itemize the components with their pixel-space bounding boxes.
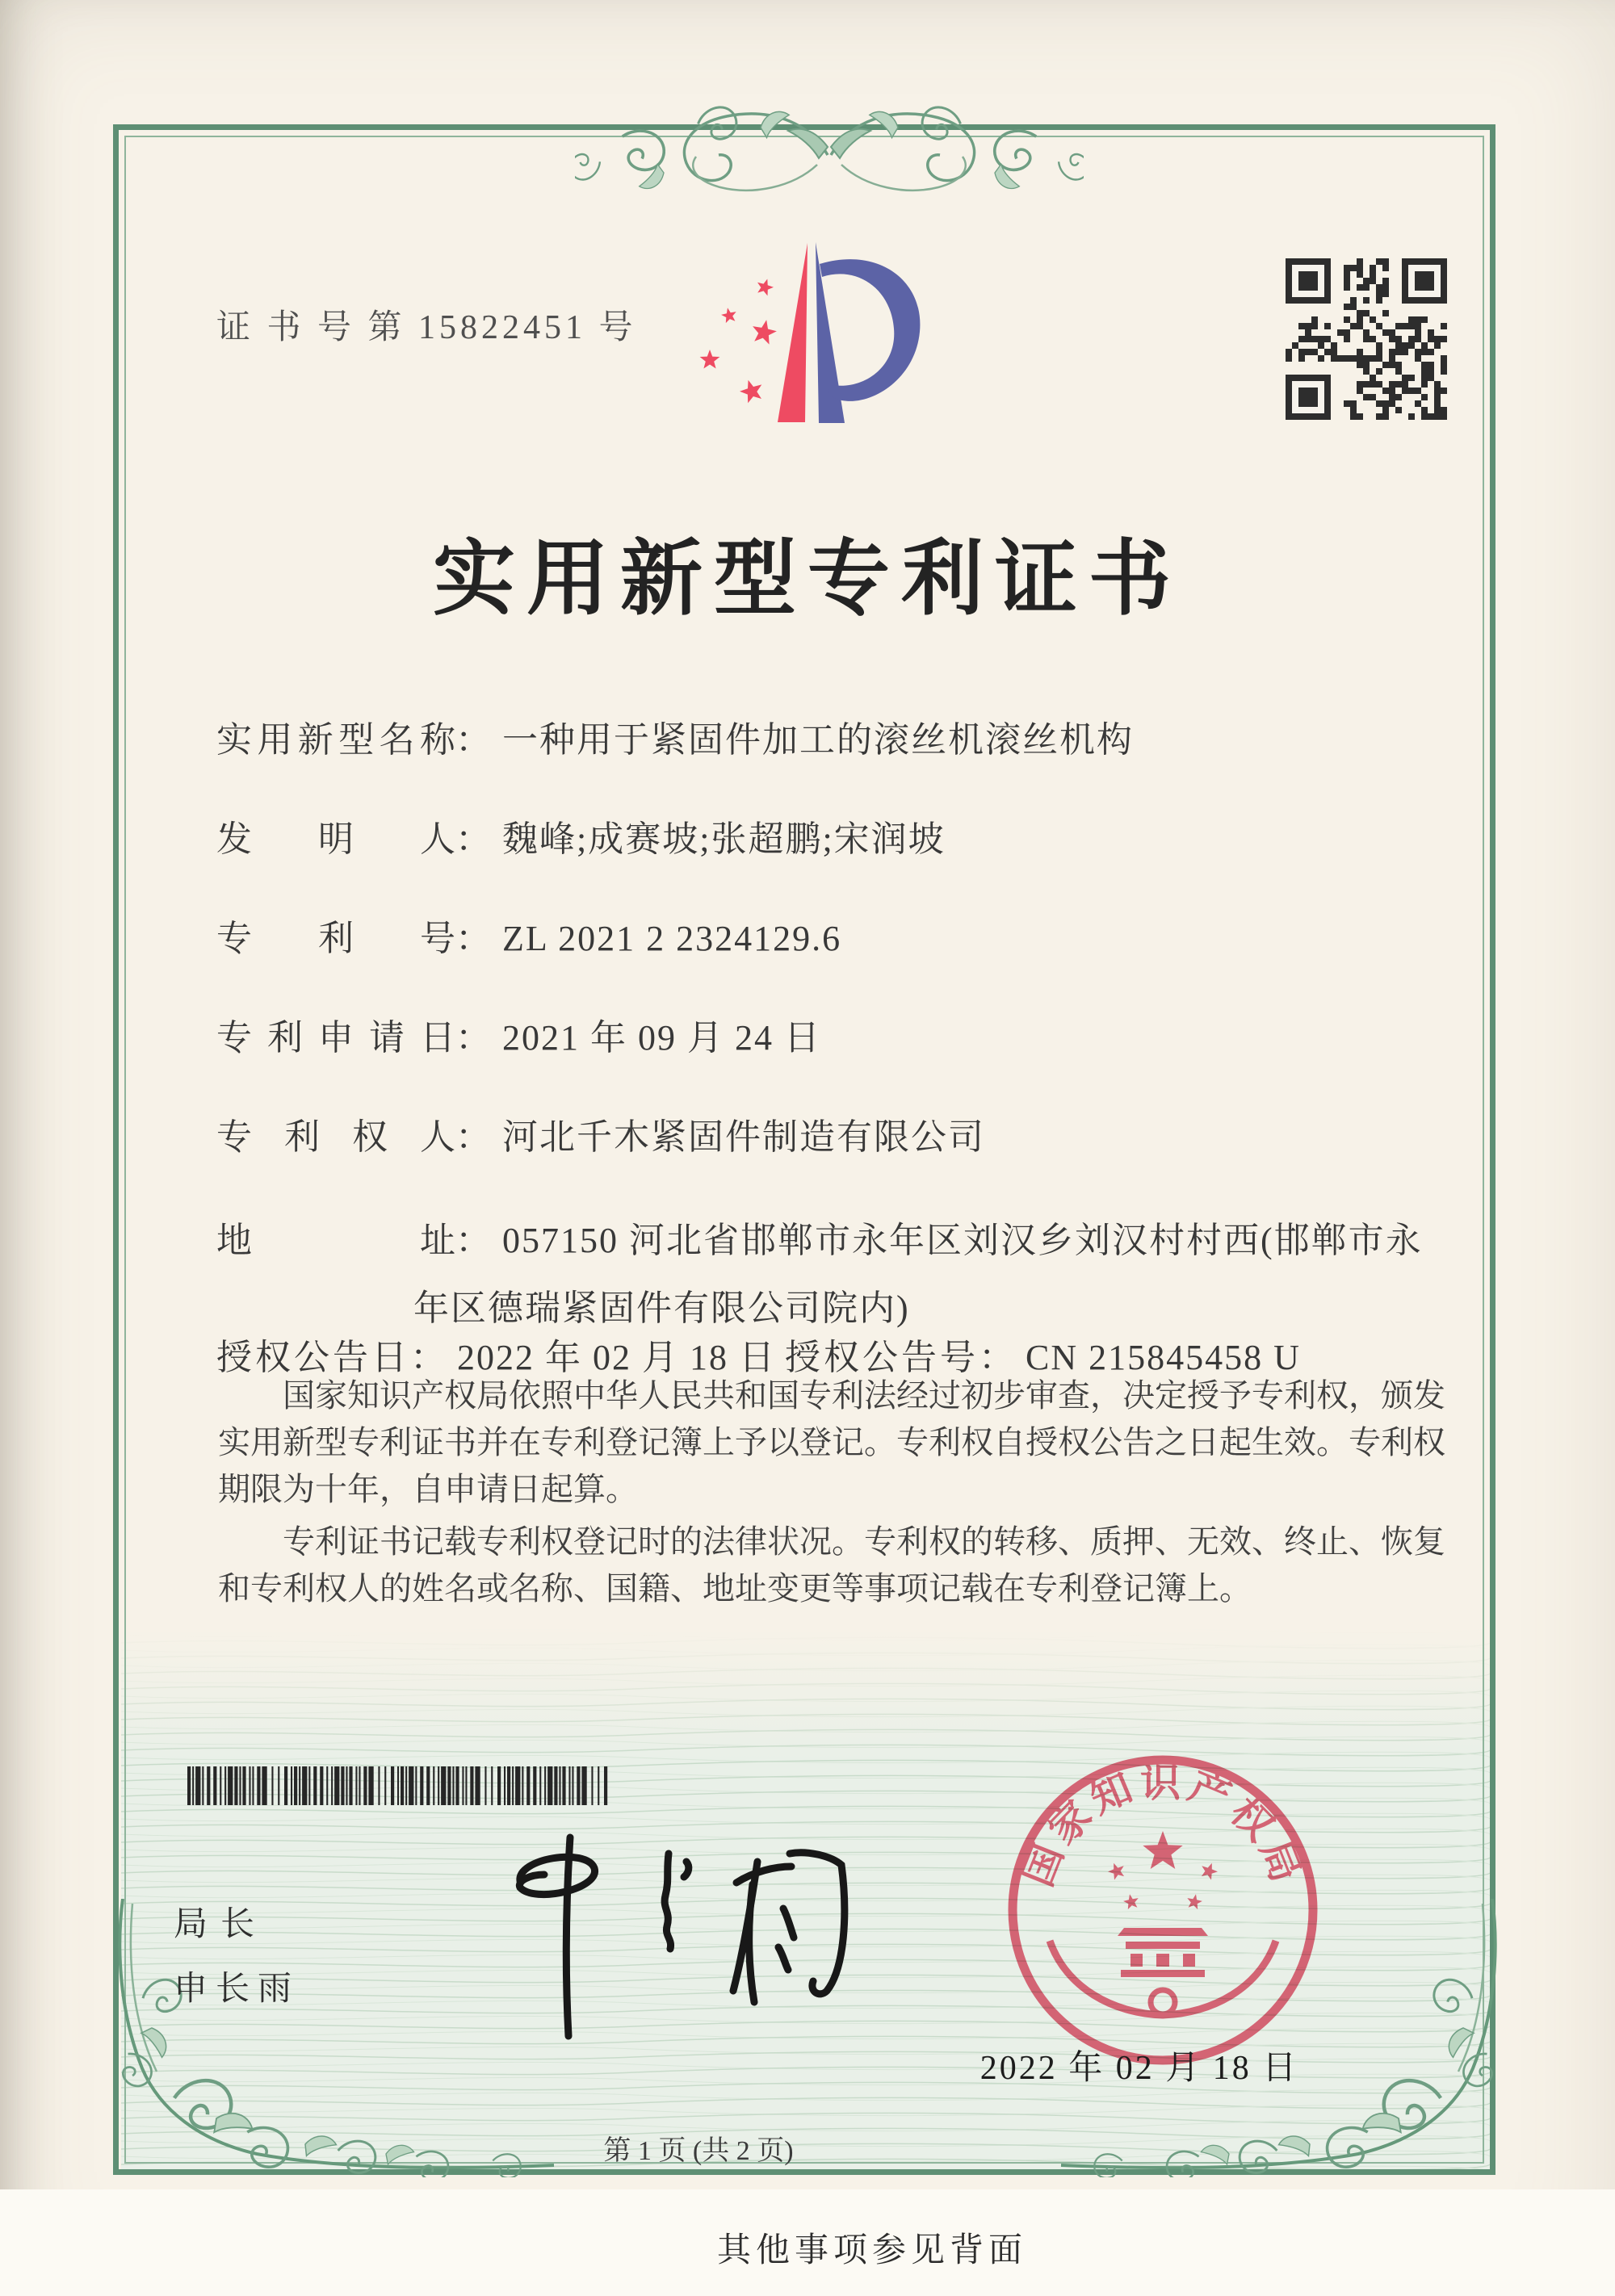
field-row-address — [216, 1211, 1423, 1330]
seal-date: 2022 年 02 月 18 日 — [979, 2050, 1299, 2087]
colon: ： — [410, 1338, 446, 1377]
national-emblem — [1050, 1831, 1276, 2015]
svg-text:国家知识产权局 — [1015, 1760, 1311, 1892]
qr-code-icon — [1286, 258, 1447, 420]
colon: ： — [455, 1221, 491, 1260]
commissioner-name: 申长雨 — [174, 1969, 300, 2007]
colon: ： — [455, 720, 491, 760]
field-value: 057150 河北省邯郸市永年区刘汉乡刘汉村村西(邯郸市永 — [502, 1221, 1423, 1260]
grant-date-value: 2022 年 02 月 18 日 — [457, 1338, 776, 1377]
legal-paragraph-2: 专利证书记载专利权登记时的法律状况。专利权的转移、质押、无效、终止、恢复和专利权人的姓名或名称、国籍、地址变更等事项记载在专利登记簿上。 — [218, 1523, 1445, 1607]
seal-ring-text: 国家知识产权局 — [1014, 1760, 1311, 1893]
field-label: 专利号 — [216, 919, 455, 958]
field-label: 专利申请日 — [216, 1018, 455, 1058]
colon: ： — [455, 1117, 491, 1157]
colon: ： — [455, 1018, 491, 1058]
handwritten-signature-icon — [467, 1831, 862, 2047]
cnipa-logo-icon — [690, 230, 933, 464]
field-row-name — [216, 710, 1134, 762]
commissioner-title: 局长 — [174, 1904, 268, 1942]
field-value: 2021 年 09 月 24 日 — [502, 1018, 821, 1058]
field-row-inventors — [216, 810, 946, 861]
field-label: 实用新型名称 — [216, 720, 455, 760]
field-row-patent-number — [216, 909, 841, 961]
field-value: 一种用于紧固件加工的滚丝机滚丝机构 — [502, 720, 1134, 760]
grant-number-label: 授权公告号 — [785, 1338, 979, 1377]
field-label: 发明人 — [216, 819, 455, 859]
field-label: 地址 — [216, 1221, 455, 1260]
colon: ： — [455, 919, 491, 958]
top-scroll-ornament — [575, 95, 1084, 216]
field-label: 专利权人 — [216, 1117, 455, 1157]
field-row-filing-date — [216, 1008, 821, 1060]
address-line-1 — [216, 1211, 1423, 1263]
certificate-title: 实用新型专利证书 — [433, 534, 1182, 626]
guilloche-fade — [121, 1611, 1490, 1760]
cnipa-round-seal — [1000, 1747, 1326, 2073]
field-row-patentee — [216, 1108, 985, 1159]
address-line-2: 年区德瑞紧固件有限公司院内) — [413, 1288, 910, 1328]
legal-paragraph-1: 国家知识产权局依照中华人民共和国专利法经过初步审查，决定授予专利权，颁发实用新型专利证书并在专利登记簿上予以登记。专利权自授权公告之日起生效。专利权期限为十年，自申请日起算。 — [218, 1377, 1445, 1507]
grant-date-label: 授权公告日 — [216, 1338, 410, 1377]
back-side-note: 其他事项参见背面 — [716, 2232, 1027, 2269]
colon: ： — [455, 819, 491, 859]
field-value: 魏峰;成赛坡;张超鹏;宋润坡 — [502, 819, 946, 859]
grant-number-value: CN 215845458 U — [1026, 1338, 1301, 1377]
legal-text — [218, 1372, 1445, 1618]
field-value: 河北千木紧固件制造有限公司 — [502, 1117, 985, 1157]
field-value: ZL 2021 2 2324129.6 — [502, 919, 842, 958]
barcode-icon — [186, 1766, 614, 1805]
colon: ： — [979, 1338, 1014, 1377]
certificate-number: 证 书 号 第 15822451 号 — [216, 309, 637, 346]
page-number: 第 1 页 (共 2 页) — [603, 2136, 794, 2166]
